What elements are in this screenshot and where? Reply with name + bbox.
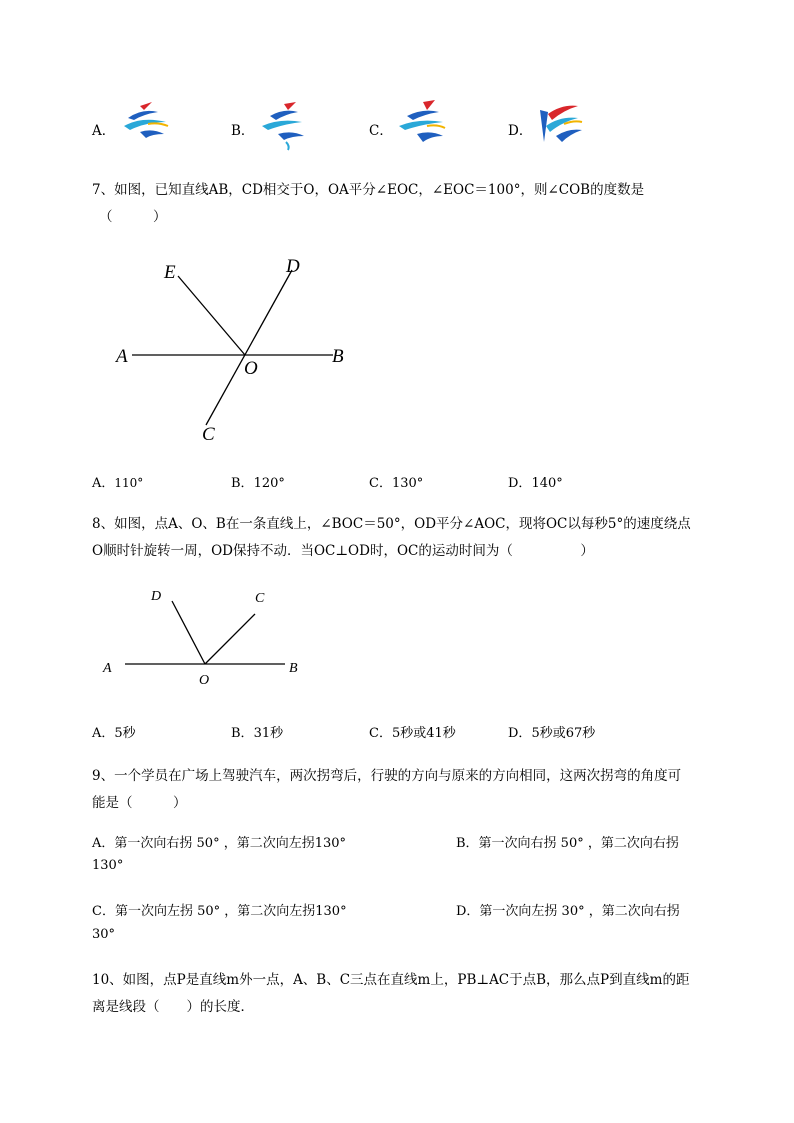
q7-figure [100,248,370,448]
q7-label-o: O [244,358,258,379]
q6-option-b-logo-icon [258,100,314,152]
q8-option-d[interactable]: D．5秒或67秒 [508,726,596,741]
q8-option-c[interactable]: C．5秒或41秒 [369,726,456,741]
q8-label-o: O [199,673,210,688]
q6-option-a-logo-icon [118,100,174,142]
q7-option-c[interactable]: C．130° [369,476,424,491]
q6-option-c-label: C． [369,123,393,139]
q9-option-b[interactable]: B．第一次向右拐 50° ，第二次向右拐 [456,836,679,851]
q9-option-b-continued: 130° [92,858,124,873]
q7-label-e: E [164,262,176,283]
q8-stem-line2: O顺时针旋转一周，OD保持不动．当OC⊥OD时，OC的运动时间为（ ） [92,543,594,559]
q7-option-a[interactable]: A．110° [92,476,144,491]
q8-option-b[interactable]: B．31秒 [231,726,284,741]
q9-option-d-continued: 30° [92,927,116,942]
q7-answer-blank: （ ） [99,209,167,225]
q7-stem: 7、如图，已知直线AB，CD相交于O，OA平分∠EOC，∠EOC＝100°，则∠COB的度数是 [92,182,645,198]
q9-stem-line2: 能是（ ） [92,795,187,811]
q8-figure [95,580,315,690]
q8-label-a: A [103,661,112,676]
q6-option-d-logo-icon [534,100,586,152]
q8-label-c: C [255,591,265,606]
q8-option-a[interactable]: A．5秒 [92,726,136,741]
q8-ray-od [172,601,205,664]
q7-line-cd [206,270,292,425]
q7-ray-oe [178,276,245,355]
q7-option-d[interactable]: D．140° [508,476,563,491]
q8-label-d: D [151,589,162,604]
q9-option-a[interactable]: A．第一次向右拐 50° ，第二次向左拐130° [92,836,347,851]
q6-option-a-label: A． [92,123,116,139]
q8-ray-oc [205,614,255,664]
q8-stem-line1: 8、如图，点A、O、B在一条直线上，∠BOC＝50°，OD平分∠AOC，现将OC以每秒5°的速度绕点 [92,516,691,532]
q6-option-c-logo-icon [395,98,451,154]
q7-label-b: B [332,346,344,367]
q10-stem-line1: 10、如图，点P是直线m外一点，A、B、C三点在直线m上，PB⊥AC于点B，那么点P到直线m的距 [92,972,690,988]
q6-option-b-label: B． [231,123,255,139]
q10-stem-line2: 离是线段（ ）的长度． [92,999,254,1015]
q7-label-d: D [286,256,300,277]
q9-stem-line1: 9、一个学员在广场上驾驶汽车，两次拐弯后，行驶的方向与原来的方向相同，这两次拐弯的角度可 [92,768,682,784]
q8-label-b: B [289,661,298,676]
q9-option-d[interactable]: D．第一次向左拐 30° ，第二次向右拐 [456,904,680,919]
q9-option-c[interactable]: C．第一次向左拐 50° ，第二次向左拐130° [92,904,347,919]
q7-label-c: C [202,424,215,445]
q7-label-a: A [116,346,128,367]
q6-option-d-label: D． [508,123,533,139]
q7-option-b[interactable]: B．120° [231,476,285,491]
